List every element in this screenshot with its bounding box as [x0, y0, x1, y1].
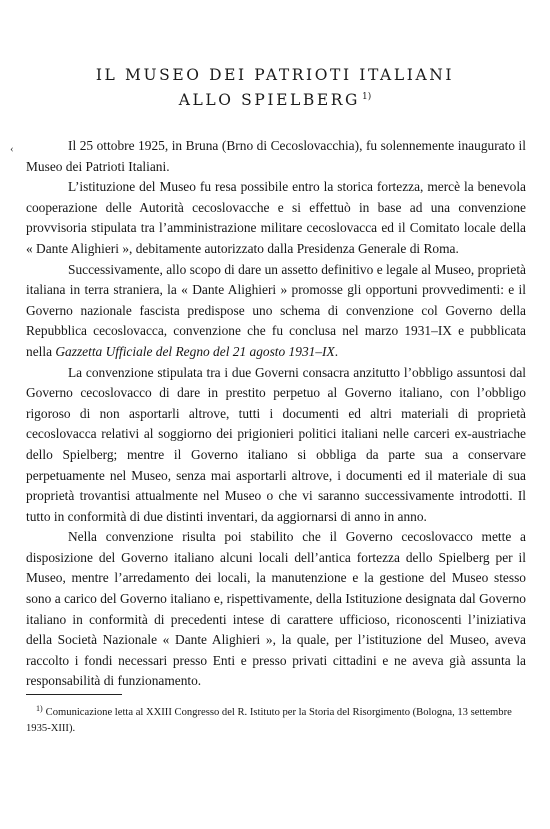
footnote-number: 1)	[36, 704, 43, 713]
paragraph-text: .	[334, 343, 339, 359]
title-text-1: IL MUSEO DEI PATRIOTI ITALIANI	[95, 66, 455, 84]
paragraph	[26, 527, 526, 692]
footnote-divider	[26, 694, 122, 695]
title-line-2	[0, 91, 550, 109]
paragraph	[26, 136, 526, 177]
body-text	[26, 136, 526, 692]
paragraph-text: Il 25 ottobre 1925, in Bruna (Brno di Cecoslovacchia), fu solennemente inaugurato il Museo dei Patrioti Italiani.	[26, 138, 526, 174]
gazette-citation: Gazzetta Ufficiale del Regno del 21 agosto 1931–IX	[55, 343, 335, 359]
paragraph	[26, 260, 526, 363]
margin-mark: ‹	[10, 143, 14, 155]
paragraph	[26, 177, 526, 259]
title-line-1	[0, 66, 550, 84]
paragraph-text: La convenzione stipulata tra i due Governi consacra anzitutto l’obbligo assuntosi dal Governo cecoslovacco di dare in prestito perpetuo al Governo italiano, con l’obbligo rigoroso di non asportarli altrove, tutti i documenti ed altri materiali di proprietà cecoslovacca relativi al soggiorno dei prigionieri politici italiani nelle carceri ex-austriache dello Spielberg; mentre il Governo italiano si obbliga da parte sua a conservare perpetuamente nel Museo, senza mai asportarli altrove, i documenti ed il materiale di sua proprietà trovantisi attualmente nel Museo o che vi saranno successivamente introdotti. Il tutto in conformità di due distinti inventari, da aggiornarsi di anno in anno.	[26, 364, 526, 524]
footnote	[26, 705, 526, 737]
paragraph	[26, 363, 526, 528]
paragraph-text: L’istituzione del Museo fu resa possibile entro la storica fortezza, mercè la benevola cooperazione delle Autorità cecoslovacche e si effettuò in base ad una convenzione provvisoria stipulata tra l’amministrazione militare cecoslovacca ed il Comitato locale della « Dante Alighieri », debitamente autorizzato dalla Presidenza Generale di Roma.	[26, 179, 526, 256]
footnote-text: Comunicazione letta al XXIII Congresso del R. Istituto per la Storia del Risorgimento (Bologna, 13 settembre 1935-XIII).	[26, 707, 512, 734]
paragraph-text: Successivamente, allo scopo di dare un assetto definitivo e legale al Museo, proprietà italiana in terra straniera, la « Dante Alighieri » promosse gli opportuni provvedimenti: e il Governo nazionale fascista predispose uno schema di convenzione col Governo della Repubblica cecoslovacca, convenzione che fu conclusa nel marzo 1931–IX e pubblicata nella	[26, 261, 526, 359]
title-text-2: ALLO SPIELBERG	[178, 91, 361, 109]
title-footnote-ref: 1)	[362, 92, 372, 102]
paragraph-text: Nella convenzione risulta poi stabilito che il Governo cecoslovacco mette a disposizione del Governo italiano alcuni locali dell’antica fortezza dello Spielberg per il Museo, mentre l’arredamento dei locali, la manutenzione e la gestione del Museo stesso sono a carico del Governo italiano e, rispettivamente, della Istituzione designata dal Governo italiano in conformità di precedenti intese di carattere ufficioso, riconoscenti l’iniziativa della Società Nazionale « Dante Alighieri », la quale, per l’istituzione del Museo, aveva raccolto i fondi necessari presso Enti e presso privati cittadini e ne aveva già assunta la responsabilità di funzionamento.	[26, 529, 526, 689]
